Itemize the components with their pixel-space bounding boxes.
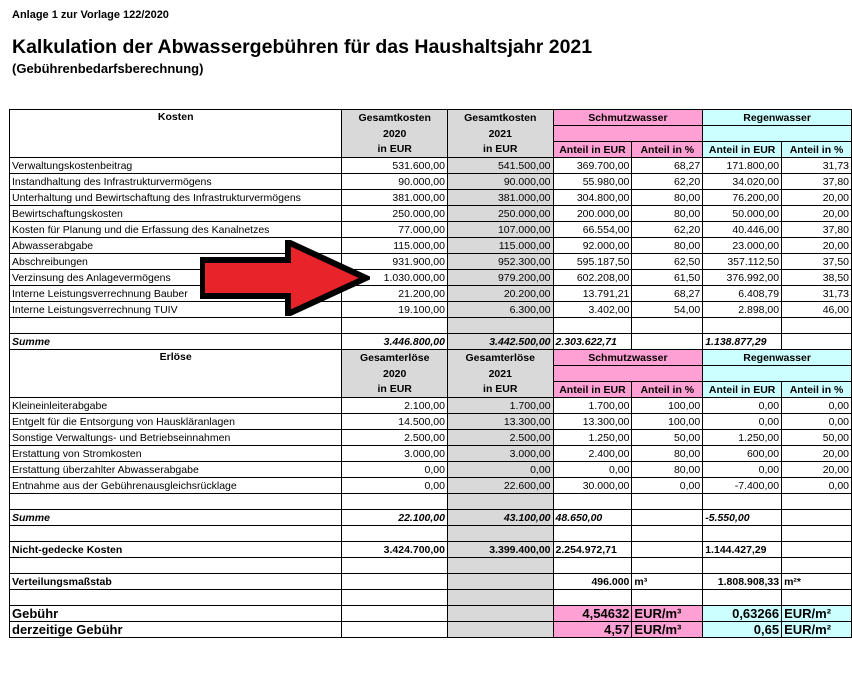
cost-label: Instandhaltung des Infrastrukturvermögens — [10, 174, 342, 190]
cost-label: Abschreibungen — [10, 254, 342, 270]
revenue-header-label: Erlöse — [10, 350, 342, 398]
empty-cell — [10, 318, 342, 334]
revenue-schmutzwasser-pct: 100,00 — [632, 414, 703, 430]
cost-label: Interne Leistungsverrechnung Bauber — [10, 286, 342, 302]
document-subtitle: (Gebührenbedarfsberechnung) — [12, 61, 204, 76]
document-title: Kalkulation der Abwassergebühren für das Haushaltsjahr 2021 — [12, 36, 593, 58]
empty-cell — [342, 526, 448, 542]
cost-value-2021: 107.000,00 — [447, 222, 553, 238]
empty-cell — [632, 590, 703, 606]
cost-row — [10, 286, 852, 302]
cost-regenwasser-pct: 31,73 — [782, 286, 852, 302]
empty-cell — [342, 494, 448, 510]
revenue-col2020-line1: Gesamterlöse — [342, 350, 448, 366]
revenue-regenwasser-eur: 600,00 — [703, 446, 782, 462]
cost-sum-row-2020: 3.446.800,00 — [342, 334, 448, 350]
cost-schmutzwasser-header: Schmutzwasser — [553, 110, 703, 126]
cost-col2020-line3: in EUR — [342, 142, 448, 158]
revenue-value-2021: 13.300,00 — [447, 414, 553, 430]
revenue-regenwasser-eur: -7.400,00 — [703, 478, 782, 494]
uncovered-costs-row-label: Nicht-gedecke Kosten — [10, 542, 342, 558]
revenue-value-2020: 0,00 — [342, 478, 448, 494]
empty-cell — [342, 318, 448, 334]
empty-cell — [10, 590, 342, 606]
empty-cell — [447, 526, 553, 542]
revenue-schmutzwasser-eur: 1.250,00 — [553, 430, 632, 446]
cost-regenwasser-eur: 76.200,00 — [703, 190, 782, 206]
empty-cell — [632, 526, 703, 542]
revenue-col2021-line1: Gesamterlöse — [447, 350, 553, 366]
revenue-label: Entnahme aus der Gebührenausgleichsrücklage — [10, 478, 342, 494]
cost-schmutzwasser-eur: 55.980,00 — [553, 174, 632, 190]
empty-cell — [703, 558, 782, 574]
revenue-value-2020: 0,00 — [342, 462, 448, 478]
empty-cell — [782, 510, 852, 526]
cost-schmutzwasser-pct: 62,20 — [632, 222, 703, 238]
current-fee-row-regenwasser-unit: EUR/m² — [782, 622, 852, 638]
revenue-col2021-line3: in EUR — [447, 382, 553, 398]
empty-cell — [447, 606, 553, 622]
cost-regenwasser-eur: 50.000,00 — [703, 206, 782, 222]
fee-row-label: Gebühr — [10, 606, 342, 622]
empty-cell — [782, 334, 852, 350]
cost-regenwasser-eur: 23.000,00 — [703, 238, 782, 254]
revenue-value-2020: 3.000,00 — [342, 446, 448, 462]
revenue-row — [10, 414, 852, 430]
cost-schmutzwasser-eur: 369.700,00 — [553, 158, 632, 174]
cost-label: Interne Leistungsverrechnung TUIV — [10, 302, 342, 318]
cost-value-2020: 381.000,00 — [342, 190, 448, 206]
fee-row-schmutzwasser-value: 4,54632 — [553, 606, 632, 622]
cost-col2020-line2: 2020 — [342, 126, 448, 142]
spacer-row — [10, 318, 852, 334]
revenue-rw-pct-header: Anteil in % — [782, 382, 852, 398]
empty-cell — [632, 334, 703, 350]
cost-regenwasser-pct: 20,00 — [782, 190, 852, 206]
cost-value-2021: 6.300,00 — [447, 302, 553, 318]
cost-label: Bewirtschaftungskosten — [10, 206, 342, 222]
empty-cell — [703, 494, 782, 510]
uncovered-costs-row-2020: 3.424.700,00 — [342, 542, 448, 558]
revenue-schmutzwasser-header: Schmutzwasser — [553, 350, 703, 366]
revenue-label: Kleineinleiterabgabe — [10, 398, 342, 414]
cost-value-2021: 90.000,00 — [447, 174, 553, 190]
empty-cell — [782, 318, 852, 334]
revenue-label: Erstattung von Stromkosten — [10, 446, 342, 462]
cost-schmutzwasser-eur: 92.000,00 — [553, 238, 632, 254]
uncovered-costs-row-2021: 3.399.400,00 — [447, 542, 553, 558]
current-fee-row-regenwasser-value: 0,65 — [703, 622, 782, 638]
cost-value-2021: 952.300,00 — [447, 254, 553, 270]
cost-row — [10, 206, 852, 222]
empty-cell — [10, 494, 342, 510]
cost-rw-pct-header: Anteil in % — [782, 142, 852, 158]
revenue-schmutzwasser-pct: 100,00 — [632, 398, 703, 414]
revenue-row — [10, 430, 852, 446]
cost-row — [10, 270, 852, 286]
revenue-row — [10, 398, 852, 414]
empty-cell — [782, 526, 852, 542]
cost-value-2021: 541.500,00 — [447, 158, 553, 174]
distribution-key-row — [10, 574, 852, 590]
spacer-row — [10, 494, 852, 510]
spacer-row — [10, 558, 852, 574]
fee-row — [10, 606, 852, 622]
current-fee-row-label: derzeitige Gebühr — [10, 622, 342, 638]
cost-value-2021: 115.000,00 — [447, 238, 553, 254]
revenue-schmutzwasser-spacer — [553, 366, 703, 382]
cost-schmutzwasser-pct: 80,00 — [632, 206, 703, 222]
cost-regenwasser-eur: 34.020,00 — [703, 174, 782, 190]
cost-regenwasser-pct: 37,80 — [782, 174, 852, 190]
revenue-regenwasser-eur: 1.250,00 — [703, 430, 782, 446]
revenue-sum-row-2020: 22.100,00 — [342, 510, 448, 526]
cost-schmutzwasser-eur: 66.554,00 — [553, 222, 632, 238]
revenue-regenwasser-pct: 50,00 — [782, 430, 852, 446]
empty-cell — [782, 542, 852, 558]
empty-cell — [447, 622, 553, 638]
cost-value-2021: 250.000,00 — [447, 206, 553, 222]
cost-schmutzwasser-pct: 80,00 — [632, 238, 703, 254]
revenue-col2021-line2: 2021 — [447, 366, 553, 382]
distribution-key-row-schmutzwasser-unit: m³ — [632, 574, 703, 590]
cost-schmutzwasser-eur: 595.187,50 — [553, 254, 632, 270]
cost-schmutzwasser-pct: 62,50 — [632, 254, 703, 270]
current-fee-row-schmutzwasser-value: 4,57 — [553, 622, 632, 638]
revenue-schmutzwasser-eur: 2.400,00 — [553, 446, 632, 462]
revenue-sum-row-regenwasser-eur: -5.550,00 — [703, 510, 782, 526]
empty-cell — [447, 558, 553, 574]
cost-schmutzwasser-spacer — [553, 126, 703, 142]
cost-schmutzwasser-pct: 54,00 — [632, 302, 703, 318]
cost-regenwasser-spacer — [703, 126, 852, 142]
revenue-value-2020: 14.500,00 — [342, 414, 448, 430]
cost-regenwasser-pct: 38,50 — [782, 270, 852, 286]
cost-regenwasser-header: Regenwasser — [703, 110, 852, 126]
empty-cell — [632, 494, 703, 510]
revenue-row — [10, 478, 852, 494]
revenue-value-2020: 2.100,00 — [342, 398, 448, 414]
distribution-key-row-schmutzwasser-value: 496.000 — [553, 574, 632, 590]
revenue-schmutzwasser-pct: 50,00 — [632, 430, 703, 446]
empty-cell — [447, 318, 553, 334]
spacer-row — [10, 526, 852, 542]
cost-label: Unterhaltung und Bewirtschaftung des Infrastrukturvermögens — [10, 190, 342, 206]
cost-row — [10, 158, 852, 174]
cost-sw-pct-header: Anteil in % — [632, 142, 703, 158]
cost-schmutzwasser-eur: 3.402,00 — [553, 302, 632, 318]
revenue-value-2021: 1.700,00 — [447, 398, 553, 414]
cost-col2020-line1: Gesamtkosten — [342, 110, 448, 126]
cost-regenwasser-eur: 357.112,50 — [703, 254, 782, 270]
cost-schmutzwasser-pct: 80,00 — [632, 190, 703, 206]
cost-rw-eur-header: Anteil in EUR — [703, 142, 782, 158]
revenue-regenwasser-spacer — [703, 366, 852, 382]
empty-cell — [632, 510, 703, 526]
cost-regenwasser-pct: 20,00 — [782, 238, 852, 254]
cost-value-2020: 1.030.000,00 — [342, 270, 448, 286]
revenue-schmutzwasser-pct: 0,00 — [632, 478, 703, 494]
cost-value-2020: 531.600,00 — [342, 158, 448, 174]
cost-sum-row-schmutzwasser-eur: 2.303.622,71 — [553, 334, 632, 350]
empty-cell — [10, 558, 342, 574]
revenue-row — [10, 446, 852, 462]
cost-col2021-line3: in EUR — [447, 142, 553, 158]
cost-regenwasser-pct: 37,50 — [782, 254, 852, 270]
revenue-regenwasser-header: Regenwasser — [703, 350, 852, 366]
distribution-key-row-regenwasser-unit: m²* — [782, 574, 852, 590]
revenue-value-2021: 3.000,00 — [447, 446, 553, 462]
revenue-value-2021: 0,00 — [447, 462, 553, 478]
cost-value-2020: 250.000,00 — [342, 206, 448, 222]
revenue-sum-row-schmutzwasser-eur: 48.650,00 — [553, 510, 632, 526]
cost-row — [10, 174, 852, 190]
cost-row — [10, 190, 852, 206]
revenue-sum-row-2021: 43.100,00 — [447, 510, 553, 526]
fee-row-regenwasser-value: 0,63266 — [703, 606, 782, 622]
cost-regenwasser-pct: 46,00 — [782, 302, 852, 318]
revenue-schmutzwasser-eur: 0,00 — [553, 462, 632, 478]
empty-cell — [632, 558, 703, 574]
cost-schmutzwasser-eur: 13.791,21 — [553, 286, 632, 302]
revenue-schmutzwasser-pct: 80,00 — [632, 446, 703, 462]
arrow-icon — [200, 240, 370, 316]
revenue-col2020-line2: 2020 — [342, 366, 448, 382]
revenue-schmutzwasser-pct: 80,00 — [632, 462, 703, 478]
spacer-row — [10, 590, 852, 606]
empty-cell — [447, 494, 553, 510]
fee-row-regenwasser-unit: EUR/m² — [782, 606, 852, 622]
cost-regenwasser-eur: 2.898,00 — [703, 302, 782, 318]
revenue-label: Sonstige Verwaltungs- und Betriebseinnahmen — [10, 430, 342, 446]
cost-value-2021: 979.200,00 — [447, 270, 553, 286]
cost-row — [10, 302, 852, 318]
empty-cell — [342, 574, 448, 590]
cost-schmutzwasser-pct: 61,50 — [632, 270, 703, 286]
uncovered-costs-row-schmutzwasser-eur: 2.254.972,71 — [553, 542, 632, 558]
current-fee-row — [10, 622, 852, 638]
cost-schmutzwasser-pct: 68,27 — [632, 286, 703, 302]
revenue-regenwasser-eur: 0,00 — [703, 414, 782, 430]
empty-cell — [782, 558, 852, 574]
revenue-label: Entgelt für die Entsorgung von Hauskläranlagen — [10, 414, 342, 430]
distribution-key-row-label: Verteilungsmaßstab — [10, 574, 342, 590]
empty-cell — [553, 318, 632, 334]
cost-row — [10, 254, 852, 270]
revenue-regenwasser-eur: 0,00 — [703, 462, 782, 478]
cost-regenwasser-eur: 376.992,00 — [703, 270, 782, 286]
cost-value-2020: 19.100,00 — [342, 302, 448, 318]
revenue-rw-eur-header: Anteil in EUR — [703, 382, 782, 398]
cost-value-2020: 931.900,00 — [342, 254, 448, 270]
revenue-value-2021: 2.500,00 — [447, 430, 553, 446]
revenue-regenwasser-pct: 0,00 — [782, 478, 852, 494]
revenue-value-2020: 2.500,00 — [342, 430, 448, 446]
cost-sum-row-label: Summe — [10, 334, 342, 350]
cost-schmutzwasser-eur: 602.208,00 — [553, 270, 632, 286]
revenue-schmutzwasser-eur: 13.300,00 — [553, 414, 632, 430]
cost-schmutzwasser-eur: 304.800,00 — [553, 190, 632, 206]
empty-cell — [782, 590, 852, 606]
revenue-sw-pct-header: Anteil in % — [632, 382, 703, 398]
empty-cell — [553, 590, 632, 606]
revenue-value-2021: 22.600,00 — [447, 478, 553, 494]
distribution-key-row-regenwasser-value: 1.808.908,33 — [703, 574, 782, 590]
cost-value-2020: 77.000,00 — [342, 222, 448, 238]
revenue-sw-eur-header: Anteil in EUR — [553, 382, 632, 398]
cost-row — [10, 222, 852, 238]
cost-col2021-line1: Gesamtkosten — [447, 110, 553, 126]
cost-value-2020: 115.000,00 — [342, 238, 448, 254]
cost-schmutzwasser-pct: 68,27 — [632, 158, 703, 174]
cost-regenwasser-eur: 171.800,00 — [703, 158, 782, 174]
cost-sum-row-regenwasser-eur: 1.138.877,29 — [703, 334, 782, 350]
current-fee-row-schmutzwasser-unit: EUR/m³ — [632, 622, 703, 638]
revenue-sum-row — [10, 510, 852, 526]
cost-label: Abwasserabgabe — [10, 238, 342, 254]
cost-value-2020: 21.200,00 — [342, 286, 448, 302]
cost-regenwasser-pct: 31,73 — [782, 158, 852, 174]
revenue-schmutzwasser-eur: 30.000,00 — [553, 478, 632, 494]
empty-cell — [342, 558, 448, 574]
cost-value-2021: 20.200,00 — [447, 286, 553, 302]
uncovered-costs-row-regenwasser-eur: 1.144.427,29 — [703, 542, 782, 558]
cost-header-row — [10, 110, 852, 126]
cost-value-2021: 381.000,00 — [447, 190, 553, 206]
empty-cell — [342, 622, 448, 638]
cost-schmutzwasser-eur: 200.000,00 — [553, 206, 632, 222]
revenue-regenwasser-pct: 0,00 — [782, 414, 852, 430]
empty-cell — [553, 558, 632, 574]
revenue-regenwasser-pct: 0,00 — [782, 398, 852, 414]
revenue-schmutzwasser-eur: 1.700,00 — [553, 398, 632, 414]
empty-cell — [342, 590, 448, 606]
revenue-header-row — [10, 350, 852, 366]
revenue-sum-row-label: Summe — [10, 510, 342, 526]
cost-schmutzwasser-pct: 62,20 — [632, 174, 703, 190]
arrow-shape — [202, 242, 366, 314]
empty-cell — [703, 526, 782, 542]
empty-cell — [703, 318, 782, 334]
cost-header-label: Kosten — [10, 110, 342, 158]
cost-label: Kosten für Planung und die Erfassung des Kanalnetzes — [10, 222, 342, 238]
empty-cell — [342, 606, 448, 622]
empty-cell — [632, 542, 703, 558]
revenue-regenwasser-eur: 0,00 — [703, 398, 782, 414]
cost-regenwasser-eur: 40.446,00 — [703, 222, 782, 238]
cost-sw-eur-header: Anteil in EUR — [553, 142, 632, 158]
revenue-regenwasser-pct: 20,00 — [782, 446, 852, 462]
fee-calculation-table — [9, 109, 852, 638]
cost-sum-row — [10, 334, 852, 350]
uncovered-costs-row — [10, 542, 852, 558]
cost-value-2020: 90.000,00 — [342, 174, 448, 190]
annex-reference: Anlage 1 zur Vorlage 122/2020 — [12, 9, 169, 21]
cost-label: Verzinsung des Anlagevermögens — [10, 270, 342, 286]
revenue-col2020-line3: in EUR — [342, 382, 448, 398]
empty-cell — [447, 574, 553, 590]
cost-label: Verwaltungskostenbeitrag — [10, 158, 342, 174]
revenue-row — [10, 462, 852, 478]
empty-cell — [10, 526, 342, 542]
empty-cell — [782, 494, 852, 510]
cost-regenwasser-pct: 37,80 — [782, 222, 852, 238]
revenue-regenwasser-pct: 20,00 — [782, 462, 852, 478]
empty-cell — [553, 494, 632, 510]
fee-row-schmutzwasser-unit: EUR/m³ — [632, 606, 703, 622]
cost-col2021-line2: 2021 — [447, 126, 553, 142]
cost-row — [10, 238, 852, 254]
empty-cell — [632, 318, 703, 334]
revenue-label: Erstattung überzahlter Abwasserabgabe — [10, 462, 342, 478]
cost-regenwasser-pct: 20,00 — [782, 206, 852, 222]
empty-cell — [447, 590, 553, 606]
cost-sum-row-2021: 3.442.500,00 — [447, 334, 553, 350]
cost-regenwasser-eur: 6.408,79 — [703, 286, 782, 302]
empty-cell — [553, 526, 632, 542]
empty-cell — [703, 590, 782, 606]
